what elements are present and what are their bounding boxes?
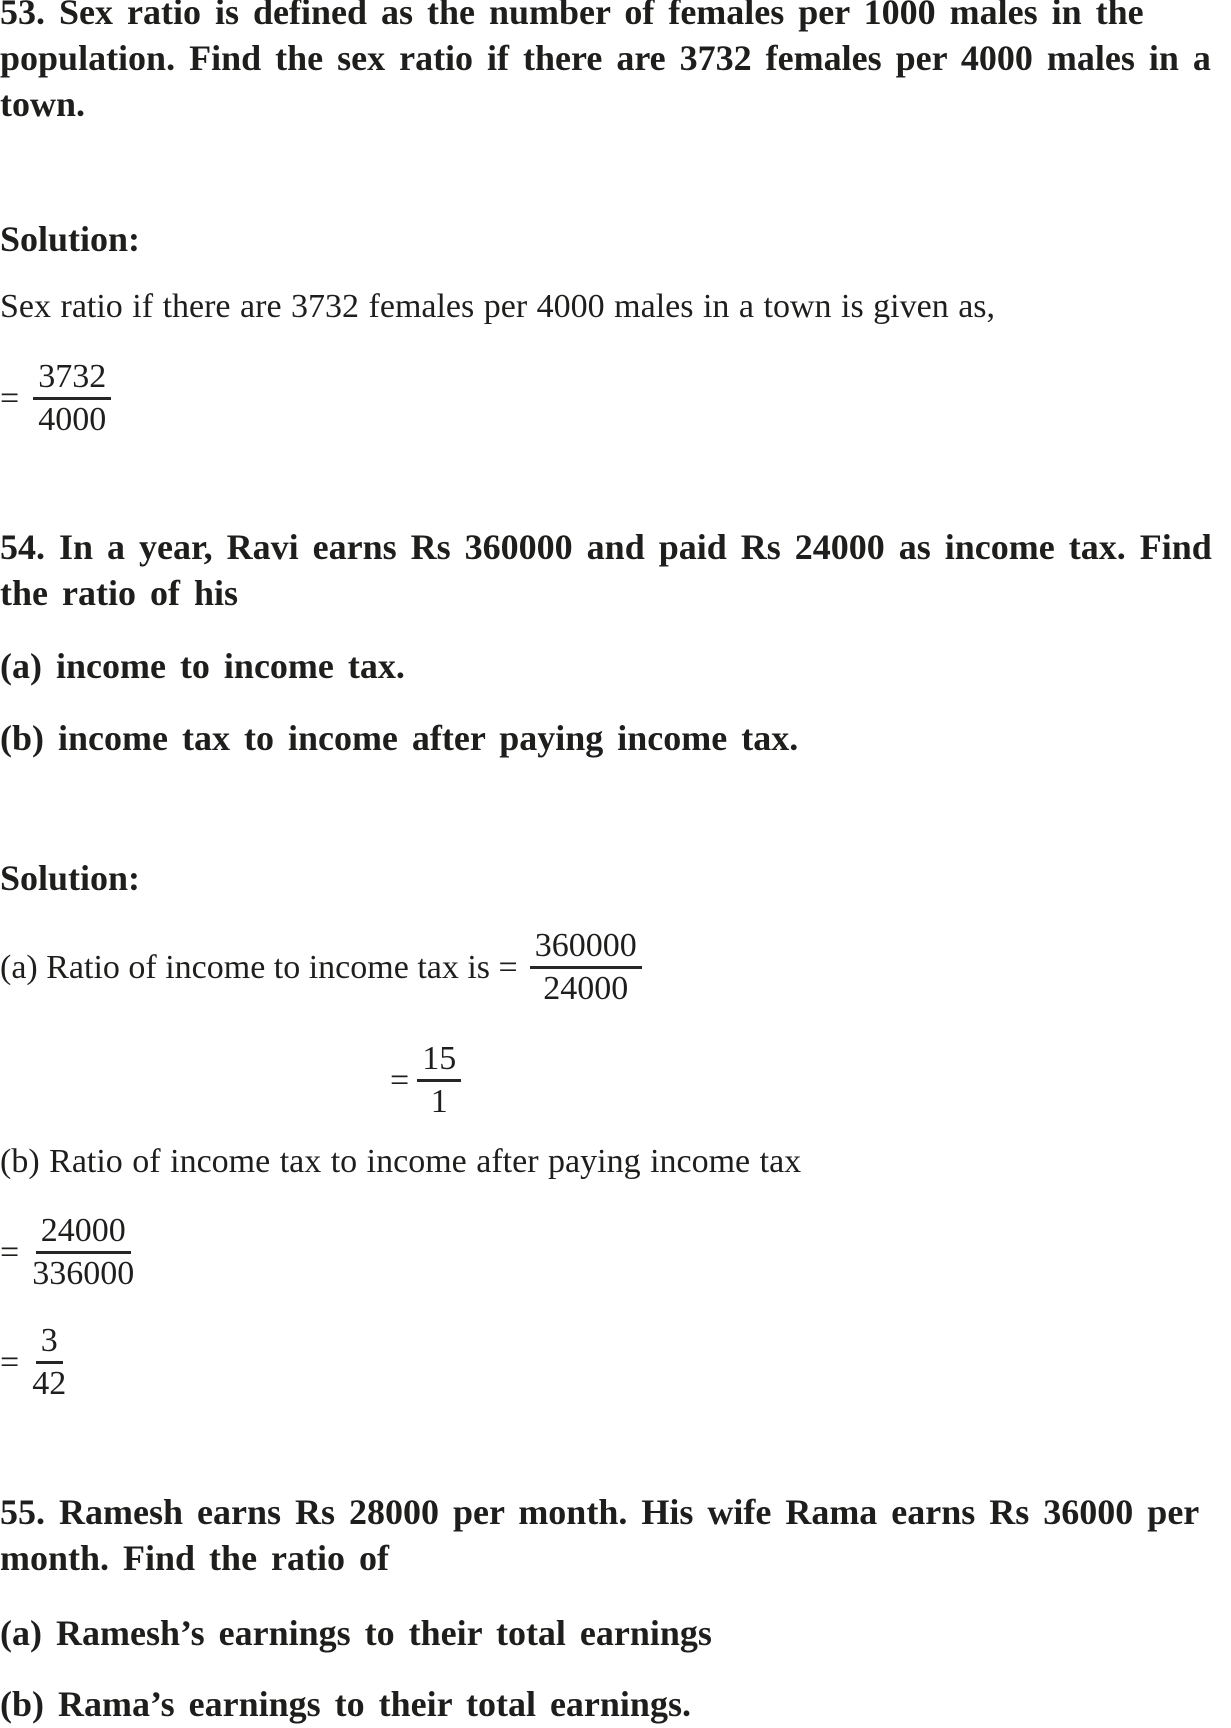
solution-54b-equation	[0, 1211, 139, 1294]
fraction-3-42	[27, 1321, 71, 1404]
fraction-360000-24000	[530, 926, 642, 1009]
question-55-line-2: month. Find the ratio of	[0, 1538, 389, 1578]
solution-54a-text: (a) Ratio of income to income tax is =	[0, 948, 518, 986]
fraction-denominator: 4000	[38, 401, 107, 438]
question-54-line-2: the ratio of his	[0, 573, 238, 613]
question-55-part-b: (b) Rama’s earnings to their total earnings.	[0, 1684, 691, 1724]
equals-sign: =	[390, 1061, 410, 1099]
question-55-text	[0, 1489, 1199, 1581]
fraction-15-1	[417, 1039, 461, 1122]
question-54-text	[0, 524, 1212, 616]
question-54-part-a: (a) income to income tax.	[0, 646, 405, 686]
solution-53-body: Sex ratio if there are 3732 females per 4000 males in a town is given as,	[0, 288, 996, 325]
solution-54b-text: (b) Ratio of income tax to income after paying income tax	[0, 1143, 802, 1180]
question-55-part-a: (a) Ramesh’s earnings to their total earnings	[0, 1613, 712, 1653]
solution-54-heading: Solution:	[0, 858, 141, 898]
fraction-24000-336000	[27, 1211, 139, 1294]
fraction-denominator: 24000	[543, 970, 629, 1007]
fraction-numerator: 3	[36, 1321, 63, 1364]
question-53-text	[0, 0, 1211, 127]
question-53-line-3: town.	[0, 84, 86, 124]
fraction-numerator: 3732	[33, 357, 111, 400]
solution-53-equation	[0, 357, 111, 440]
equals-sign: =	[0, 1343, 20, 1381]
question-53-line-1: 53. Sex ratio is defined as the number of females per 1000 males in the	[0, 0, 1144, 32]
question-53-line-2: population. Find the sex ratio if there are 3732 females per 4000 males in a	[0, 38, 1211, 78]
fraction-numerator: 24000	[36, 1211, 131, 1254]
fraction-denominator: 336000	[32, 1255, 135, 1292]
fraction-denominator: 42	[32, 1365, 67, 1402]
solution-53-heading: Solution:	[0, 219, 141, 259]
fraction-3732-4000	[33, 357, 111, 440]
fraction-numerator: 360000	[530, 926, 642, 969]
equals-sign: =	[0, 379, 20, 417]
solution-54b-result	[0, 1321, 71, 1404]
question-55-line-1: 55. Ramesh earns Rs 28000 per month. His wife Rama earns Rs 36000 per	[0, 1492, 1200, 1532]
equals-sign: =	[0, 1233, 20, 1271]
question-54-part-b: (b) income tax to income after paying income tax.	[0, 718, 799, 758]
fraction-numerator: 15	[417, 1039, 461, 1082]
solution-54a-result	[390, 1039, 461, 1122]
question-54-line-1: 54. In a year, Ravi earns Rs 360000 and paid Rs 24000 as income tax. Find	[0, 527, 1212, 567]
fraction-denominator: 1	[430, 1083, 448, 1120]
solution-54a-equation	[0, 926, 642, 1009]
